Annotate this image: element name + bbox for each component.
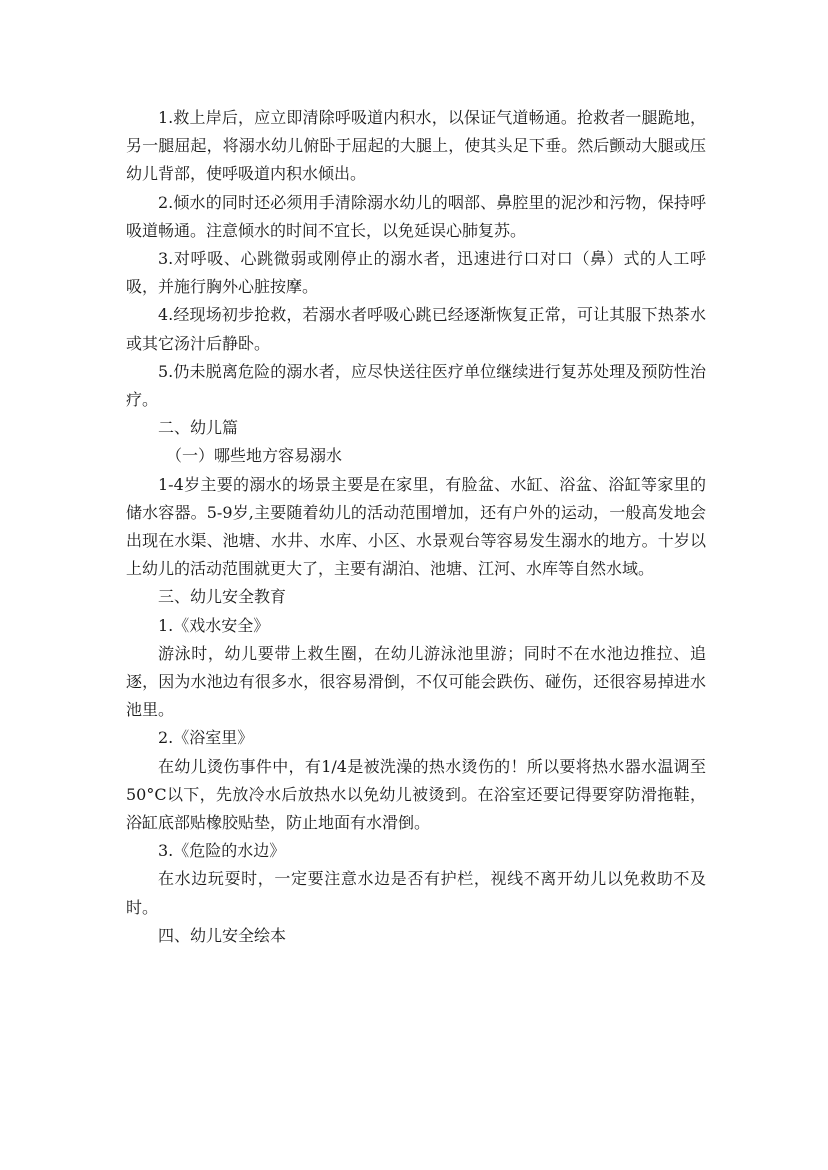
document-body: [126, 104, 706, 950]
subsection-heading: （一）哪些地方容易溺水: [166, 446, 343, 466]
body-paragraph: 5.仍未脱离危险的溺水者，应尽快送往医疗单位继续进行复苏处理及预防性治疗。: [126, 361, 706, 410]
section-heading: 3.《危险的水边》: [158, 841, 286, 861]
body-paragraph: 1-4岁主要的溺水的场景主要是在家里，有脸盆、水缸、浴盆、浴缸等家里的储水容器。5-9岁,主要随着幼儿的活动范围增加，还有户外的运动，一般高发地会出现在水渠、池塘、水井、水库、小区、水景观台等容易发生溺水的地方。十岁以上幼儿的活动范围就更大了，主要有湖泊、池塘、江河、水库等自然水域。: [126, 474, 706, 579]
body-paragraph: 1.救上岸后，应立即清除呼吸道内积水，以保证气道畅通。抢救者一腿跪地，另一腿屈起，将溺水幼儿俯卧于屈起的大腿上，使其头足下垂。然后颤动大腿或压幼儿背部，使呼吸道内积水倾出。: [126, 108, 706, 184]
body-paragraph: 游泳时，幼儿要带上救生圈，在幼儿游泳池里游；同时不在水池边推拉、追逐，因为水池边有很多水，很容易滑倒，不仅可能会跌伤、碰伤，还很容易掉进水池里。: [126, 643, 706, 720]
section-heading: 三、幼儿安全教育: [158, 587, 287, 607]
body-paragraph: 2.倾水的同时还必须用手清除溺水幼儿的咽部、鼻腔里的泥沙和污物，保持呼吸道畅通。注意倾水的时间不宜长，以免延误心肺复苏。: [126, 192, 706, 240]
section-heading: 2.《浴室里》: [158, 728, 254, 748]
body-paragraph: 在幼儿烫伤事件中，有1/4是被洗澡的热水烫伤的！所以要将热水器水温调至50°C以下，先放冷水后放热水以免幼儿被烫到。在浴室还要记得要穿防滑拖鞋，浴缸底部贴橡胶贴垫，防止地面有水滑倒。: [126, 756, 706, 833]
body-paragraph: 3.对呼吸、心跳微弱或刚停止的溺水者，迅速进行口对口（鼻）式的人工呼吸，并施行胸外心脏按摩。: [126, 249, 706, 297]
section-heading: 1.《戏水安全》: [158, 615, 270, 635]
body-paragraph: 4.经现场初步抢救，若溺水者呼吸心跳已经逐渐恢复正常，可让其服下热茶水或其它汤汁后静卧。: [126, 305, 706, 353]
body-paragraph: 在水边玩耍时，一定要注意水边是否有护栏，视线不离开幼儿以免救助不及时。: [126, 869, 706, 917]
section-heading: 二、幼儿篇: [158, 418, 239, 438]
section-heading: 四、幼儿安全绘本: [158, 925, 287, 945]
